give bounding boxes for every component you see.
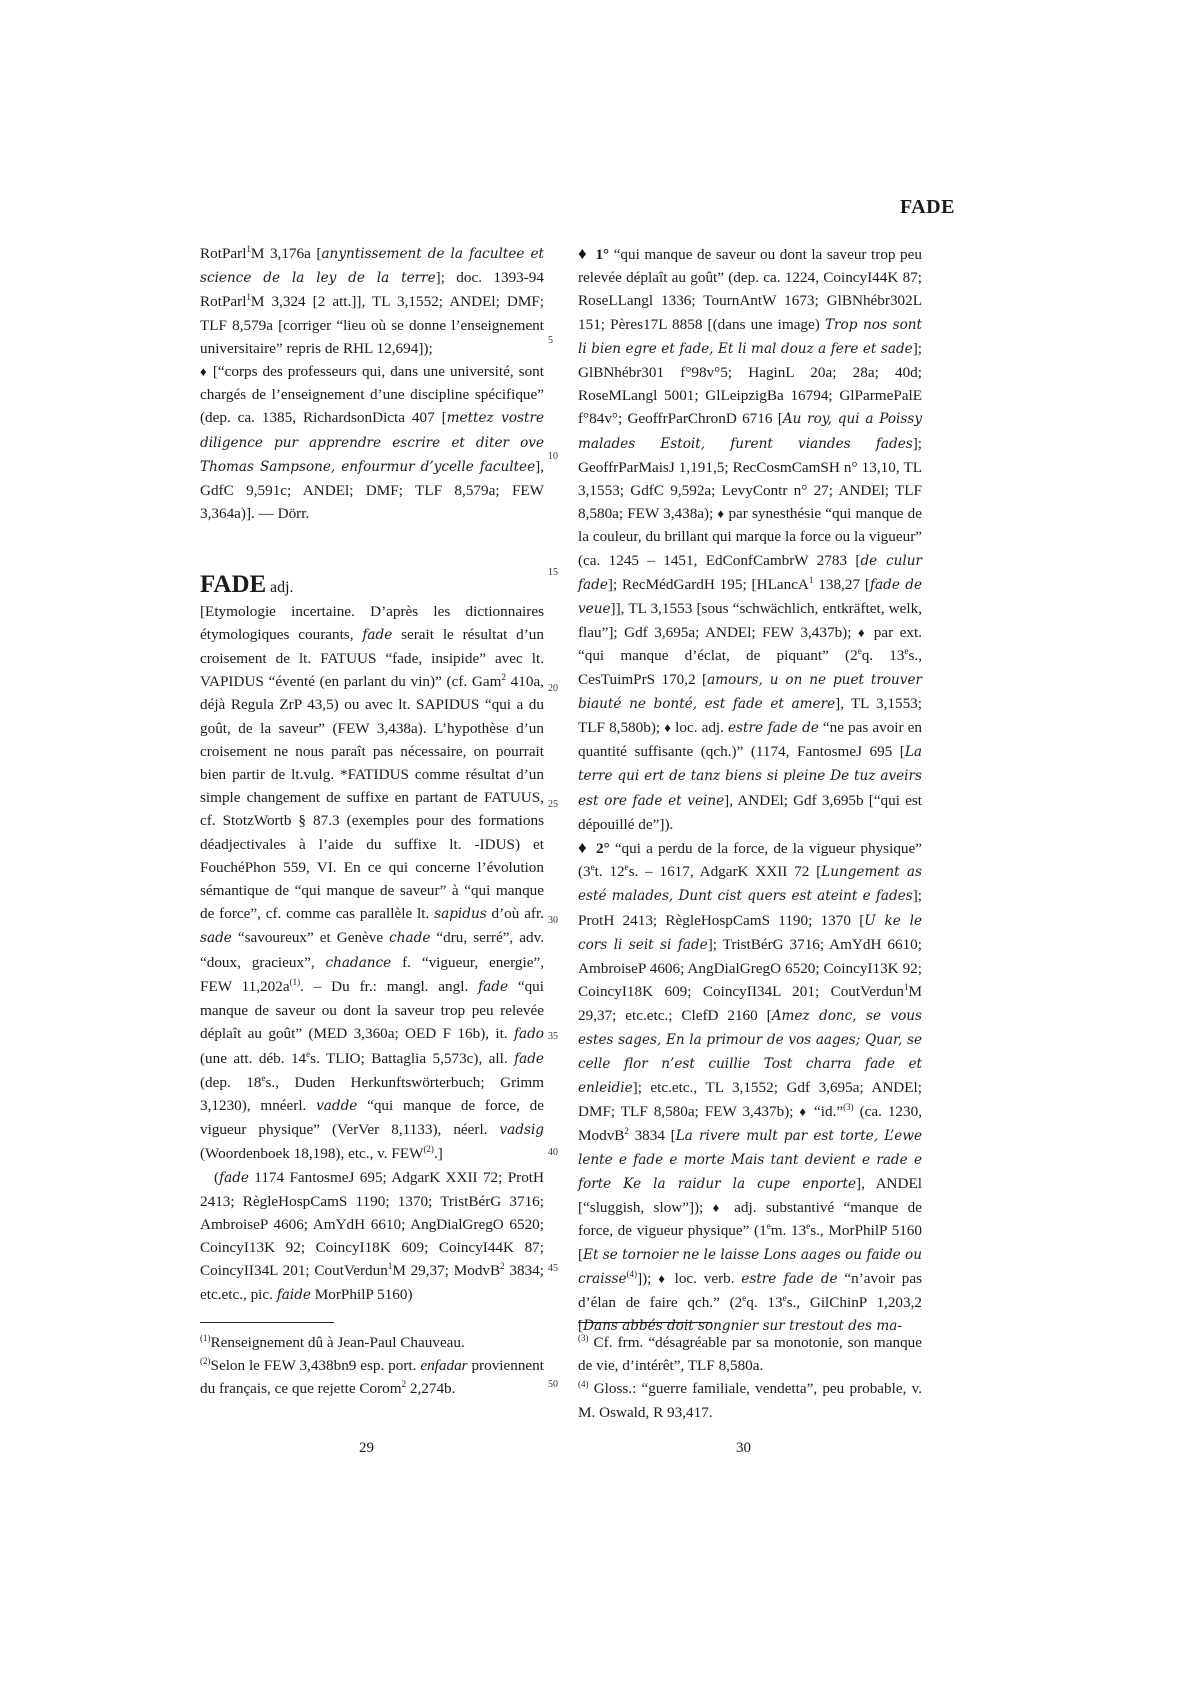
italic-term: estre fade de <box>728 720 819 737</box>
text-run: ], ANDEl [“sluggish, slow”]); <box>578 1174 922 1217</box>
text-run: ]; TristBérG 3716; AmYdH 6610; AmbroiseP 4606; AngDialGregO 6520; CoincyI13K 92; CoincyI18K 609; CoincyII34L 201; CoutVerdun <box>578 935 922 1001</box>
text-run: ]], TL 3,1553 [sous “schwächlich, entkräftet, welk, flau”]; Gdf 3,695a; ANDEl; FEW 3,437b); <box>578 600 922 642</box>
line-number: 40 <box>548 1147 558 1158</box>
diamond-bullet-icon: ♦ <box>578 244 588 263</box>
continuation-subsense <box>200 360 544 525</box>
line-number: 20 <box>548 683 558 694</box>
text-run: adj. substantivé “manque de force, de vigueur physique” (1 <box>578 1199 923 1240</box>
footnote-1 <box>200 1331 544 1354</box>
text-run: ], GdfC 9,591c; ANDEl; DMF; TLF 8,579a; FEW 3,364a)]. — Dörr. <box>200 457 544 523</box>
superscript: 1 <box>246 292 251 303</box>
page-number-right: 30 <box>736 1440 751 1456</box>
italic-term: fade <box>362 626 393 643</box>
forms-paragraph <box>200 1166 544 1307</box>
diamond-bullet-icon: ♦ <box>799 1104 809 1120</box>
text-run: (ca. 1230, ModvB <box>578 1103 922 1144</box>
text-run: 410a, déjà Regula ZrP 43,5) ou avec lt. SAPIDUS “qui a du goût, de la saveur” (FEW 3,438a). L’hypothèse d’un croisement ne nous paraît pas nécessaire, on pourrait bien partir de lt.vulg. *FATIDUS comme résultat d’un simple changement de suffixe en partant de FATUUS, cf. StotzWortb § 87.3 (exemples pour des formations déadjectivales à l’aide du suffixe lt. -IDUS) et FouchéPhon 559, VI. En ce qui concerne l’évolution sémantique de “qui manque de saveur” à “qui manque de force”, cf. comme cas parallèle lt. <box>200 673 544 923</box>
text-run: serait le résultat d’un croisement de lt. FATUUS “fade, insipide” avec lt. VAPIDUS “éventé (en parlant du vin)” (cf. Gam <box>200 625 544 691</box>
text-run: 1174 FantosmeJ 695; AdgarK XXII 72; ProtH 2413; RègleHospCamS 1190; 1370; TristBérG 3716; AmbroiseP 4606; AmYdH 6610; AngDialGregO 6520; CoincyI13K 92; CoincyI18K 609; CoincyI44K 87; CoincyII34L 201; CoutVerdun <box>200 1168 544 1280</box>
superscript: e <box>766 1221 771 1232</box>
diamond-bullet-icon: ♦ <box>200 364 208 380</box>
text-run: .] <box>433 1145 443 1163</box>
italic-term: fado <box>513 1026 544 1043</box>
italic-term: vadde <box>316 1097 358 1114</box>
text-run: “qui manque de saveur ou dont la saveur trop peu relevée déplaît au goût” (dep. ca. 1224, CoincyI44K 87; RoseLLangl 1336; TournAntW 1673; GlBNhébr302L 151; Pères17L 8858 [(dans une image) <box>578 246 922 333</box>
footnote-mark: (4) <box>578 1379 589 1390</box>
running-head: FADE <box>900 196 955 218</box>
citation-quote: La terre qui ert de tanz biens si pleine De tuz aveirs est ore fade et veine <box>578 744 922 809</box>
superscript: e <box>782 1292 787 1303</box>
italic-term: vadsig <box>499 1122 544 1139</box>
text-run: t. 12 <box>594 863 625 881</box>
citation-quote: La rivere mult par est torte, L’ewe lente e fade e morte Mais tant devient e rade e forte Ke la raidur la cupe enporte <box>578 1127 923 1192</box>
diamond-bullet-icon: ♦ <box>857 625 868 641</box>
citation-quote: Au roy, qui a Poissy malades Estoit, furent viandes fades <box>578 411 922 452</box>
sense-2 <box>578 836 922 1338</box>
part-of-speech: adj. <box>270 579 294 597</box>
text-run: s., MorPhilP 5160 [ <box>578 1222 922 1263</box>
text-run: ]; GeoffrParMaisJ 1,191,5; RecCosmCamSH n° 13,10, TL 3,1553; GdfC 9,592a; LevyContr n° 27; ANDEl; TLF 8,580a; FEW 3,438a); <box>578 434 922 523</box>
footnote-text: 2,274b. <box>406 1380 456 1398</box>
text-run: M 29,37; ModvB <box>392 1262 501 1280</box>
page-number-left: 29 <box>359 1440 374 1456</box>
text-run: loc. adj. <box>671 719 728 737</box>
text-run: ]; GlBNhébr301 f°98v°5; HaginL 20a; 28a; 40d; RoseMLangl 5001; GlLeipzigBa 16794; GlParmePalE f°84v°; GeoffrParChronD 6716 [ <box>578 339 922 428</box>
text-run: 3834 [ <box>628 1126 676 1144</box>
text-run: s. – 1617, AdgarK XXII 72 [ <box>628 863 822 881</box>
text-run: RotParl <box>200 245 247 262</box>
citation-quote: anyntissement de la facultee et science de la ley de la terre <box>200 246 544 287</box>
footnote-mark: (1) <box>200 1332 211 1343</box>
superscript: 2 <box>624 1125 629 1136</box>
right-footnotes <box>578 1322 922 1424</box>
left-footnotes <box>200 1322 544 1401</box>
text-run: “n’avoir pas d’élan de faire qch.” (2 <box>578 1269 922 1311</box>
text-run: ]; ProtH 2413; RègleHospCamS 1190; 1370 [ <box>578 887 922 929</box>
text-run: f. “vigueur, energie”, FEW 11,202a <box>200 953 544 995</box>
right-column <box>578 242 922 1338</box>
superscript: e <box>590 862 595 873</box>
text-run: M 3,324 [2 att.]], TL 3,1552; ANDEl; DMF; TLF 8,579a [corriger “lieu où se donne l’enseignement universitaire” repris de RHL 12,694]); <box>200 293 544 357</box>
etymology-paragraph <box>200 600 544 1166</box>
text-run: [“corps des professeurs qui, dans une université, sont chargés de l’enseignement d’une discipline spécifique” (dep. ca. 1385, RichardsonDicta 407 [ <box>200 363 544 427</box>
footnote-text: proviennent du français, ce que rejette Corom <box>200 1357 544 1398</box>
text-run: MorPhilP 5160) <box>310 1285 413 1303</box>
line-number: 10 <box>548 451 558 462</box>
citation-quote: Amez donc, se vous estes sages, En la primour de vos aages; Quar, se celle flor n’est cuillie Tost charra fade et enleidie <box>578 1007 923 1097</box>
footnote-mark: (2) <box>200 1356 211 1367</box>
text-run: [Etymologie incertaine. D’après les dictionnaires étymologiques courants, <box>200 602 544 643</box>
text-run: s. TLIO; Battaglia 5,573c), all. <box>310 1049 515 1067</box>
line-number: 30 <box>548 915 558 926</box>
text-run: ]); <box>637 1269 659 1287</box>
footnote-ref-1[interactable]: (1) <box>289 976 301 987</box>
text-run: s., GilChinP 1,203,2 [ <box>578 1293 923 1335</box>
footnote-2 <box>200 1354 544 1400</box>
text-run: s., Duden Herkunftswörterbuch; Grimm 3,1230), mnéerl. <box>200 1073 544 1114</box>
line-number: 50 <box>548 1379 558 1390</box>
italic-term: fade <box>219 1169 249 1186</box>
text-run: m. 13 <box>770 1222 807 1240</box>
superscript: 1 <box>387 1261 393 1272</box>
text-run: “dru, serré”, adv. “doux, gracieux”, <box>200 929 544 971</box>
text-run: par ext. “qui manque d’éclat, de piquant” (2 <box>578 624 922 665</box>
citation-quote: Et se tornoier ne le laisse Lons aages ou faide ou craisse <box>578 1246 922 1287</box>
footnote-4 <box>578 1377 922 1423</box>
text-run: s., CesTuimPrS 170,2 [ <box>578 647 922 688</box>
footnote-text: Cf. frm. “désagréable par sa monotonie, son manque de vie, d’intérêt”, TLF 8,580a. <box>578 1334 922 1375</box>
text-run: (une att. déb. 14 <box>200 1049 307 1067</box>
footnote-3 <box>578 1331 922 1377</box>
citation-quote: de culur fade <box>578 552 922 593</box>
sense-number: 2° <box>596 840 610 858</box>
text-run: loc. verb. <box>667 1269 742 1287</box>
headword: FADE <box>200 571 267 599</box>
citation-quote: U ke le cors li seit si fade <box>578 912 923 953</box>
text-run: (dep. 18 <box>200 1073 262 1091</box>
footnote-text: Renseignement dû à Jean-Paul Chauveau. <box>210 1334 465 1351</box>
footnote-mark: (3) <box>578 1332 589 1343</box>
diamond-bullet-icon: ♦ <box>658 1270 668 1286</box>
sense-number: 1° <box>595 246 610 263</box>
footnote-ref-3[interactable]: (3) <box>843 1102 854 1113</box>
italic-term: fade <box>514 1050 544 1067</box>
text-run: “ne pas avoir en quantité suffisante (qch.)” (1174, FantosmeJ 695 [ <box>578 719 922 761</box>
footnote-text: Gloss.: “guerre familiale, vendetta”, peu probable, v. M. Oswald, R 93,417. <box>578 1380 922 1421</box>
entry-heading <box>200 573 544 599</box>
text-run: . – Du fr.: mangl. angl. <box>300 977 479 995</box>
footnote-ref-4[interactable]: (4) <box>626 1268 638 1279</box>
text-run: par synesthésie “qui manque de la couleur, du brillant qui marque la force ou la vigueur” (ca. 1245 – 1451, EdConfCambrW 2783 [ <box>578 505 922 569</box>
diamond-bullet-icon: ♦ <box>717 506 725 522</box>
italic-term: sapidus <box>434 906 487 923</box>
citation-quote: fade de veue <box>578 576 923 618</box>
superscript: 2 <box>501 672 506 683</box>
line-number: 35 <box>548 1031 558 1042</box>
italic-term: enfadar <box>420 1357 468 1375</box>
line-number: 5 <box>548 335 553 346</box>
text-run: q. 13 <box>746 1293 783 1311</box>
footnote-text: Selon le FEW 3,438bn9 esp. port. <box>210 1357 421 1375</box>
italic-term: chadance <box>325 954 392 971</box>
text-run: ( <box>214 1168 220 1186</box>
superscript: 2 <box>401 1379 407 1390</box>
citation-quote: Dans abbés doit songnier sur trestout des ma- <box>583 1318 902 1335</box>
superscript: e <box>306 1048 311 1059</box>
text-run: 3834; etc.etc., pic. <box>200 1262 544 1303</box>
text-run: 138,27 [ <box>813 575 870 593</box>
superscript: 1 <box>808 574 814 585</box>
citation-quote: amours, u on ne puet trouver biauté ne bonté, est fade et amere <box>578 671 922 712</box>
superscript: e <box>624 862 629 873</box>
italic-term: chade <box>389 930 431 947</box>
text-run: ]; doc. 1393-94 RotParl <box>200 269 544 311</box>
text-run: “qui manque de saveur ou dont la saveur trop peu relevée déplaît au goût” (MED 3,360a; OED F 16b), it. <box>200 977 544 1043</box>
diamond-bullet-icon: ♦ <box>664 720 672 736</box>
text-run: ], ANDEl; Gdf 3,695b [“qui est dépouillé de”]). <box>578 791 922 833</box>
text-run: ]; etc.etc., TL 3,1552; Gdf 3,695a; ANDEl; DMF; TLF 8,580a; FEW 3,437b); <box>578 1079 922 1121</box>
line-number: 25 <box>548 799 558 810</box>
diamond-bullet-icon: ♦ <box>712 1200 725 1216</box>
citation-quote: Lungement as esté malades, Dunt cist quers est ateint e fades <box>578 864 922 905</box>
italic-term: fade <box>478 978 508 995</box>
footnote-rule <box>578 1322 712 1323</box>
superscript: e <box>857 646 862 657</box>
text-run: M 29,37; etc.etc.; ClefD 2160 [ <box>578 983 922 1024</box>
sense-1 <box>578 242 922 836</box>
text-run: d’où afr. <box>486 905 545 923</box>
text-run: “savoureux” et Genève <box>231 929 390 947</box>
text-run: ]; RecMédGardH 195; [HLancA <box>607 575 809 593</box>
footnote-ref-2[interactable]: (2) <box>423 1144 434 1155</box>
left-column <box>200 242 544 1307</box>
superscript: e <box>904 646 909 657</box>
superscript: 2 <box>500 1261 505 1272</box>
superscript: e <box>261 1072 266 1083</box>
diamond-bullet-icon: ♦ <box>578 838 589 858</box>
superscript: e <box>806 1221 811 1232</box>
entry-fade <box>200 573 544 1306</box>
text-run: “qui manque de force, de vigueur physique” (VerVer 8,1133), néerl. <box>200 1096 544 1139</box>
text-run: ], TL 3,1553; TLF 8,580b); <box>578 694 922 737</box>
text-run: (Woordenboek 18,198), etc., v. FEW <box>200 1145 424 1163</box>
text-run: “id.” <box>808 1103 844 1121</box>
superscript: e <box>742 1292 747 1303</box>
superscript: 1 <box>246 243 251 254</box>
citation-quote: mettez vostre diligence pur apprendre escrire et diter ove Thomas Sampsone, enfourmur d’ycelle facultee <box>200 410 544 475</box>
italic-term: faide <box>276 1286 311 1303</box>
line-number: 15 <box>548 567 558 578</box>
text-run: q. 13 <box>861 647 905 665</box>
italic-term: sade <box>200 930 232 947</box>
superscript: 1 <box>903 982 909 993</box>
citation-quote: Trop nos sont li bien egre et fade, Et li mal douz a fere et sade <box>578 316 922 357</box>
text-run: M 3,176a [ <box>250 245 322 262</box>
italic-term: estre fade de <box>741 1270 838 1287</box>
line-number: 45 <box>548 1263 558 1274</box>
text-run: “qui a perdu de la force, de la vigueur physique” (3 <box>578 840 922 881</box>
footnote-rule <box>200 1322 334 1323</box>
continuation-paragraph <box>200 242 544 360</box>
